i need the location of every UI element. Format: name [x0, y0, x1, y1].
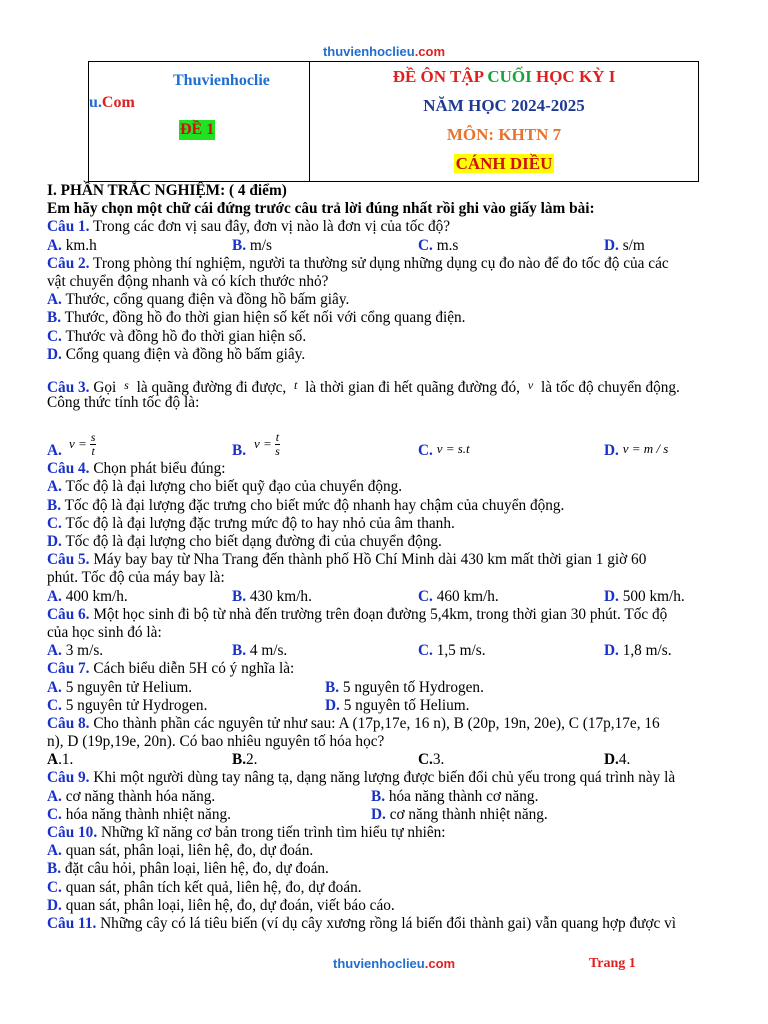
- q7-options-row2: [47, 697, 737, 715]
- option-letter: D.: [604, 587, 619, 605]
- option-text: 5 nguyên tố Helium.: [343, 696, 470, 714]
- question-label: Câu 4.: [47, 460, 90, 478]
- denominator: s: [275, 444, 280, 459]
- option-text: 430 km/h.: [249, 587, 312, 605]
- option-text: quan sát, phân loại, liên hệ, đo, dự đoán.: [65, 842, 314, 860]
- header-site-name: [89, 70, 303, 114]
- option-text: 1,5 m/s.: [436, 642, 486, 660]
- option-letter: A.: [47, 291, 62, 309]
- question-text: Cách biểu diễn 5H có ý nghĩa là:: [89, 660, 295, 678]
- option-text: 4 m/s.: [249, 642, 288, 660]
- header-right-cell: [310, 62, 698, 181]
- exam-title: [310, 62, 698, 91]
- option-c[interactable]: [47, 879, 737, 897]
- option-letter: D.: [604, 642, 619, 660]
- subject: MÔN: KHTN 7: [446, 125, 562, 144]
- question-1: [47, 218, 737, 236]
- option-c[interactable]: [47, 697, 325, 715]
- question-label: Câu 9.: [47, 769, 90, 787]
- option-letter: A.: [47, 678, 62, 696]
- q3-options: [47, 422, 737, 460]
- fraction: [90, 431, 97, 458]
- question-text: Khi một người dùng tay nâng tạ, dạng năng lượng được biến đổi chủ yếu trong quá trình này là: [89, 769, 676, 787]
- question-8-cont: n), D (19p,19e, 20n). Có bao nhiêu nguyên tố hóa học?: [47, 733, 385, 751]
- q1-options: [47, 237, 737, 255]
- option-text: 5 nguyên tử Helium.: [65, 678, 193, 696]
- option-letter: C.: [47, 696, 62, 714]
- q7-options-row1: [47, 679, 737, 697]
- option-c[interactable]: [418, 588, 604, 606]
- option-c[interactable]: [418, 237, 604, 255]
- option-b[interactable]: [232, 751, 418, 769]
- option-b[interactable]: [47, 860, 737, 878]
- option-letter: D.: [47, 345, 62, 363]
- option-letter: A.: [47, 442, 62, 460]
- option-text: Thước, đồng hồ đo thời gian hiện số kết nối với cổng quang điện.: [64, 309, 466, 327]
- option-letter: A: [47, 751, 59, 769]
- option-letter: A.: [47, 478, 62, 496]
- option-formula: v = m / s: [622, 441, 669, 457]
- var-s: s: [124, 377, 129, 392]
- option-letter: C.: [47, 327, 62, 345]
- text-part: là tốc độ chuyển động.: [537, 378, 680, 396]
- q6-options: [47, 642, 737, 660]
- question-label: Câu 2.: [47, 254, 90, 272]
- option-formula: v = s.t: [436, 441, 470, 457]
- option-text: .1.: [58, 751, 74, 769]
- question-5-cont: phút. Tốc độ của máy bay là:: [47, 569, 225, 587]
- option-letter: B.: [232, 442, 247, 460]
- q9-options-row2: [47, 806, 737, 824]
- text-part: là thời gian đi hết quãng đường đó,: [301, 378, 524, 396]
- header-left-cell: [89, 62, 310, 181]
- option-d[interactable]: [604, 588, 737, 606]
- option-b[interactable]: [232, 642, 418, 660]
- option-text: quan sát, phân tích kết quả, liên hệ, đo, dự đoán.: [65, 878, 362, 896]
- text-part: là quãng đường đi được,: [132, 378, 291, 396]
- option-text: 460 km/h.: [436, 587, 499, 605]
- q9-options-row1: [47, 788, 737, 806]
- question-6: [47, 606, 737, 624]
- school-year: NĂM HỌC 2024-2025: [423, 96, 585, 115]
- option-text: Thước, cổng quang điện và đồng hồ bấm giây.: [65, 291, 350, 309]
- question-label: Câu 11.: [47, 914, 97, 932]
- option-letter: D.: [371, 805, 386, 823]
- question-2: [47, 255, 737, 273]
- option-text: 4.: [618, 751, 631, 769]
- option-text: 400 km/h.: [65, 587, 128, 605]
- exam-header: [88, 61, 699, 182]
- option-b[interactable]: [232, 237, 418, 255]
- question-label: Câu 8.: [47, 714, 90, 732]
- section-heading: I. PHẦN TRẮC NGHIỆM: ( 4 điểm): [47, 182, 287, 199]
- option-letter: B.: [371, 787, 386, 805]
- option-b[interactable]: [47, 309, 737, 327]
- option-text: đặt câu hỏi, phân loại, liên hệ, đo, dự đoán.: [64, 860, 329, 878]
- option-letter: D.: [47, 896, 62, 914]
- option-text: km.h: [65, 236, 97, 254]
- option-letter: C.: [418, 587, 433, 605]
- option-text: hóa năng thành cơ năng.: [388, 787, 539, 805]
- question-7: [47, 660, 737, 678]
- textbook-name: CÁNH DIỀU: [455, 154, 553, 173]
- option-text: 3 m/s.: [65, 642, 104, 660]
- option-letter: D.: [47, 533, 62, 550]
- option-text: Tốc độ là đại lượng đặc trưng cho biết mức độ nhanh hay chậm của chuyển động.: [64, 496, 565, 514]
- question-9: [47, 769, 737, 787]
- option-text: m/s: [249, 236, 272, 254]
- page-number: Trang 1: [589, 956, 636, 971]
- option-letter: B.: [325, 678, 340, 696]
- option-letter: B.: [47, 309, 62, 327]
- option-letter: A.: [47, 587, 62, 605]
- option-a[interactable]: [47, 679, 325, 697]
- option-a[interactable]: [47, 430, 232, 460]
- option-a[interactable]: [47, 291, 737, 309]
- footer-site-link[interactable]: [333, 956, 455, 971]
- instruction: Em hãy chọn một chữ cái đứng trước câu trả lời đúng nhất rồi ghi vào giấy làm bài:: [47, 200, 595, 218]
- option-letter: C.: [418, 236, 433, 254]
- option-c[interactable]: [47, 806, 371, 824]
- question-text: Máy bay bay từ Nha Trang đến thành phố Hồ Chí Minh dài 430 km mất thời gian 1 giờ 60: [89, 551, 647, 569]
- site-domain-part: .com: [414, 44, 446, 59]
- option-text: Thước và đồng hồ đo thời gian hiện số.: [65, 327, 307, 345]
- option-c[interactable]: [47, 328, 737, 346]
- option-text: 5 nguyên tố Hydrogen.: [342, 678, 484, 696]
- question-label: Câu 1.: [47, 218, 90, 236]
- option-letter: A.: [47, 642, 62, 660]
- option-text: 5 nguyên tử Hydrogen.: [65, 696, 208, 714]
- question-text: Cho thành phần các nguyên tử như sau: A (17p,17e, 16 n), B (20p, 19n, 20e), C (17p,17e, 16: [89, 714, 660, 732]
- site-line-1: Thuvienhoclie: [173, 72, 270, 89]
- question-text: Trong phòng thí nghiệm, người ta thường sử dụng những dụng cụ đo nào để đo tốc độ của các: [89, 254, 669, 272]
- option-text: cơ năng thành hóa năng.: [65, 787, 216, 805]
- option-b[interactable]: [232, 430, 418, 460]
- exam-content: [47, 182, 737, 933]
- numerator: s: [90, 430, 96, 445]
- option-text: m.s: [436, 236, 459, 254]
- option-text: 3.: [432, 751, 445, 769]
- option-letter: B.: [47, 496, 62, 514]
- question-label: Câu 5.: [47, 551, 90, 569]
- top-site-link[interactable]: [0, 44, 768, 59]
- question-text: Những kĩ năng cơ bản trong tiến trình tìm hiểu tự nhiên:: [97, 824, 446, 841]
- option-d[interactable]: [604, 642, 737, 660]
- option-letter: B.: [232, 587, 247, 605]
- option-letter: B.: [232, 642, 247, 660]
- footer-site-domain: .com: [424, 956, 456, 971]
- option-b[interactable]: [371, 788, 538, 806]
- option-a[interactable]: [47, 478, 737, 496]
- option-text: s/m: [622, 236, 645, 254]
- fraction: [275, 431, 280, 458]
- option-text: 500 km/h.: [622, 587, 685, 605]
- option-d[interactable]: [325, 697, 469, 715]
- option-letter: A.: [47, 787, 62, 805]
- question-6-cont: của học sinh đó là:: [47, 623, 162, 641]
- option-d[interactable]: [47, 346, 737, 364]
- title-part-a: ĐỀ ÔN TẬP: [392, 67, 484, 86]
- question-label: Câu 7.: [47, 660, 90, 678]
- option-a[interactable]: [47, 788, 371, 806]
- var-v: v: [527, 377, 534, 392]
- q8-options: [47, 751, 737, 769]
- option-letter: B.: [232, 236, 247, 254]
- q5-options: [47, 588, 737, 606]
- question-text: Những cây có lá tiêu biến (ví dụ cây xương rồng lá biến đổi thành gai) vẫn quang hợp được vì: [96, 914, 677, 932]
- question-label: Câu 6.: [47, 605, 90, 623]
- option-letter: C.: [418, 442, 433, 460]
- question-label: Câu 3.: [47, 378, 90, 396]
- option-d[interactable]: [47, 533, 737, 551]
- option-text: 2.: [246, 751, 258, 769]
- question-text: Trong các đơn vị sau đây, đơn vị nào là đơn vị của tốc độ?: [89, 218, 451, 236]
- option-a[interactable]: [47, 751, 232, 769]
- option-d[interactable]: [604, 237, 737, 255]
- text-part: Gọi: [89, 378, 121, 396]
- option-d[interactable]: [604, 440, 737, 460]
- site-line-2a: u.: [89, 94, 102, 111]
- option-letter: A.: [47, 236, 62, 254]
- question-label: Câu 10.: [47, 824, 98, 841]
- question-3: [47, 376, 737, 394]
- option-letter: C.: [47, 805, 62, 823]
- option-b[interactable]: [232, 588, 418, 606]
- question-3-cont: Công thức tính tốc độ là:: [47, 394, 200, 412]
- option-a[interactable]: [47, 237, 232, 255]
- option-letter: D.: [604, 442, 619, 460]
- option-a[interactable]: [47, 642, 232, 660]
- question-5: [47, 551, 737, 569]
- option-text: Tốc độ là đại lượng cho biết quỹ đạo của chuyển động.: [65, 478, 403, 496]
- option-text: cơ năng thành nhiệt năng.: [389, 805, 548, 823]
- numerator: t: [275, 430, 280, 445]
- option-letter: B.: [232, 751, 247, 769]
- formula-lhs: v =: [254, 436, 272, 452]
- question-10: [47, 824, 737, 842]
- var-t: t: [294, 377, 298, 392]
- option-letter: D.: [325, 696, 340, 714]
- option-text: 1,8 m/s.: [622, 642, 672, 660]
- option-letter: D.: [604, 236, 619, 254]
- question-2-cont: vật chuyển động nhanh và có kích thước nhỏ?: [47, 272, 329, 290]
- footer-site-name: thuvienhoclieu: [333, 956, 425, 971]
- site-line-2b: Com: [101, 94, 135, 111]
- option-a[interactable]: [47, 588, 232, 606]
- option-letter: C.: [418, 751, 433, 769]
- option-d[interactable]: [604, 751, 737, 769]
- option-d[interactable]: [47, 897, 737, 915]
- formula-lhs: v =: [69, 436, 87, 452]
- question-11: [47, 915, 737, 933]
- option-letter: C.: [418, 642, 433, 660]
- option-text: Tốc độ là đại lượng đặc trưng mức độ to hay nhỏ của âm thanh.: [65, 514, 455, 532]
- question-8: [47, 715, 737, 733]
- question-text: Chọn phát biểu đúng:: [89, 460, 226, 478]
- option-letter: A.: [47, 842, 62, 860]
- site-name-part: thuvienhoclieu: [322, 44, 415, 59]
- question-4: [47, 460, 737, 478]
- question-text: Một học sinh đi bộ từ nhà đến trường trên đoạn đường 5,4km, trong thời gian 30 phút. Tốc độ: [89, 605, 668, 623]
- option-d[interactable]: [371, 806, 548, 824]
- option-a[interactable]: [47, 842, 737, 860]
- title-part-c: HỌC KỲ I: [535, 67, 616, 86]
- title-part-b: CUỐI: [487, 67, 532, 86]
- option-letter: D.: [604, 751, 619, 769]
- denominator: t: [91, 444, 95, 459]
- option-c[interactable]: [418, 642, 604, 660]
- option-c[interactable]: [47, 515, 737, 533]
- exam-number-badge: ĐỀ 1: [180, 121, 215, 138]
- option-text: Tốc độ là đại lượng cho biết dạng đường đi của chuyển động.: [65, 533, 442, 550]
- option-text: hóa năng thành nhiệt năng.: [65, 805, 231, 823]
- option-text: quan sát, phân loại, liên hệ, đo, dự đoán, viết báo cáo.: [65, 896, 395, 914]
- option-text: Cổng quang điện và đồng hồ bấm giây.: [65, 345, 306, 363]
- page-footer: [0, 956, 768, 974]
- option-c[interactable]: [418, 440, 604, 460]
- option-b[interactable]: [47, 497, 737, 515]
- option-letter: C.: [47, 878, 62, 896]
- option-b[interactable]: [325, 679, 484, 697]
- option-letter: C.: [47, 514, 62, 532]
- option-letter: B.: [47, 860, 62, 878]
- option-c[interactable]: [418, 751, 604, 769]
